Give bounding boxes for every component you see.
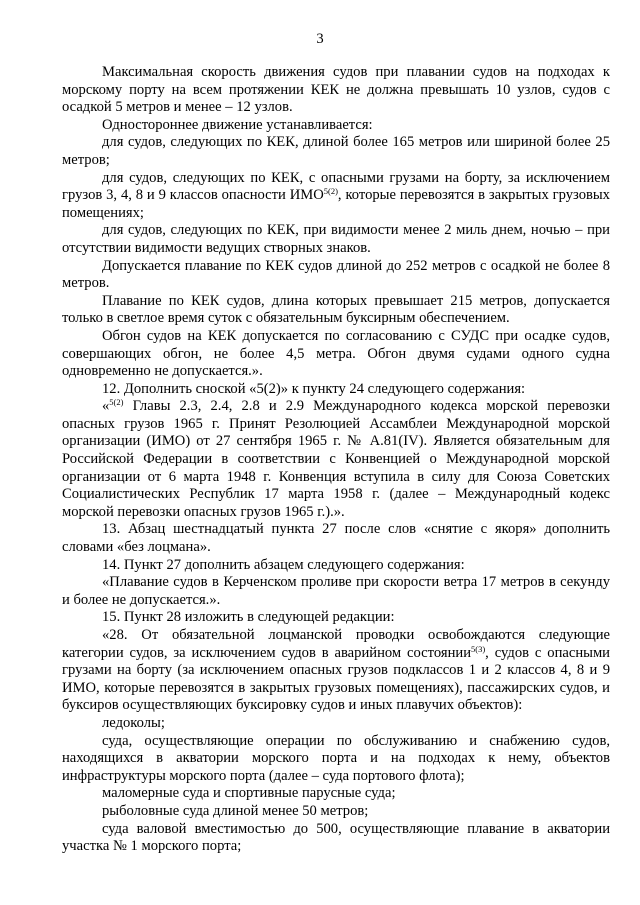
- document-body: [62, 64, 610, 856]
- open-quote: «: [102, 398, 110, 415]
- paragraph-visibility: для судов, следующих по КЕК, при видимости менее 2 миль днем, ночью – при отсутствии видимости ведущих створных знаков.: [62, 222, 610, 256]
- dangerous-cargo-text: для судов, следующих по КЕК, с опасными грузами на борту, за исключением грузов 3, 4, 8 и 9 классов опасности ИМО: [62, 169, 610, 204]
- paragraph-item-12: 12. Дополнить сноской «5(2)» к пункту 24 следующего содержания:: [102, 380, 526, 397]
- paragraph-fishing-vessels: рыболовные суда длиной менее 50 метров;: [102, 802, 369, 819]
- separator: ,: [485, 644, 489, 661]
- footnote-mark: 5(2): [109, 397, 124, 408]
- paragraph-icebreakers: ледоколы;: [102, 714, 165, 731]
- footnote-mark: 5(3): [471, 643, 486, 654]
- dangerous-cargo-text-end: которые перевозятся в закрытых грузовых помещениях;: [62, 187, 610, 221]
- paragraph-daylight: Плавание по КЕК судов, длина которых превышает 215 метров, допускается только в светлое время суток с обязательным буксирным обеспечением.: [62, 292, 610, 327]
- paragraph-overtaking: Обгон судов на КЕК допускается по согласованию с СУДС при осадке судов, совершающих обгон, не более 4,5 метра. Обгон двумя судами одного судна одновременно не допускается.».: [62, 327, 610, 380]
- paragraph-max-speed: Максимальная скорость движения судов при плавании судов на подходах к морскому порту на всем протяжении КЕК не должна превышать 10 узлов, судов с осадкой 5 метров и менее – 12 узлов.: [62, 64, 610, 116]
- paragraph-item-13: 13. Абзац шестнадцатый пункта 27 после слов «снятие с якоря» дополнить словами «без лоцмана».: [62, 521, 610, 556]
- paragraph-one-way-traffic: Одностороннее движение устанавливается:: [102, 116, 373, 133]
- paragraph-footnote-text: [62, 398, 610, 521]
- footnote-text: Главы 2.3, 2.4, 2.8 и 2.9 Международного кодекса морской перевозки опасных грузов 1965 г. Принят Резолюцией Ассамблеи Международной морской организации (ИМО) от 27 сентября 1965 г. № А.81(IV). Является обязательным для Российской Федерации в соответствии с Конвенцией о Международной морской организации от 6 марта 1948 г. Конвенция вступила в силу для Союза Советских Социалистических Республик 17 марта 1958 г. (далее – Международный кодекс морской перевозки опасных грузов 1965 г.).».: [62, 398, 611, 520]
- page-number: 3: [316, 31, 324, 47]
- footnote-mark: 5(2): [323, 186, 338, 197]
- paragraph-port-fleet: суда, осуществляющие операции по обслуживанию и снабжению судов, находящихся в акватории морского порта и на подходах к нему, объектов инфраструктуры морского порта (далее – суда портового флота);: [62, 732, 610, 784]
- item-28-text-end: судов с опасными грузами на борту (за исключением опасных грузов подклассов 1 и 2 классов 4, 8 и 9 ИМО, которые перевозятся в закрытых грузовых помещениях), пассажирских судов, и буксиров осуществляющих буксировку судов и иных плавучих объектов):: [62, 644, 610, 714]
- paragraph-max-length: Допускается плавание по КЕК судов длиной до 252 метров с осадкой не более 8 метров.: [62, 257, 610, 292]
- paragraph-item-28: [62, 627, 610, 715]
- paragraph-small-vessels: маломерные суда и спортивные парусные суда;: [102, 785, 396, 802]
- paragraph-item-14: 14. Пункт 27 дополнить абзацем следующего содержания:: [102, 556, 465, 573]
- paragraph-gross-tonnage: суда валовой вместимостью до 500, осуществляющие плавание в акватории участка № 1 морского порта;: [62, 820, 610, 855]
- paragraph-dangerous-cargo: [62, 170, 610, 223]
- paragraph-kerch-wind: «Плавание судов в Керченском проливе при скорости ветра 17 метров в секунду и более не допускается.».: [62, 574, 610, 608]
- separator: ,: [337, 187, 342, 204]
- item-28-text: «28. От обязательной лоцманской проводки освобождаются следующие категории судов, за исключением судов в аварийном состоянии: [62, 627, 610, 661]
- paragraph-item-15: 15. Пункт 28 изложить в следующей редакции:: [102, 609, 395, 626]
- paragraph-length-width: для судов, следующих по КЕК, длиной более 165 метров или шириной более 25 метров;: [62, 134, 610, 168]
